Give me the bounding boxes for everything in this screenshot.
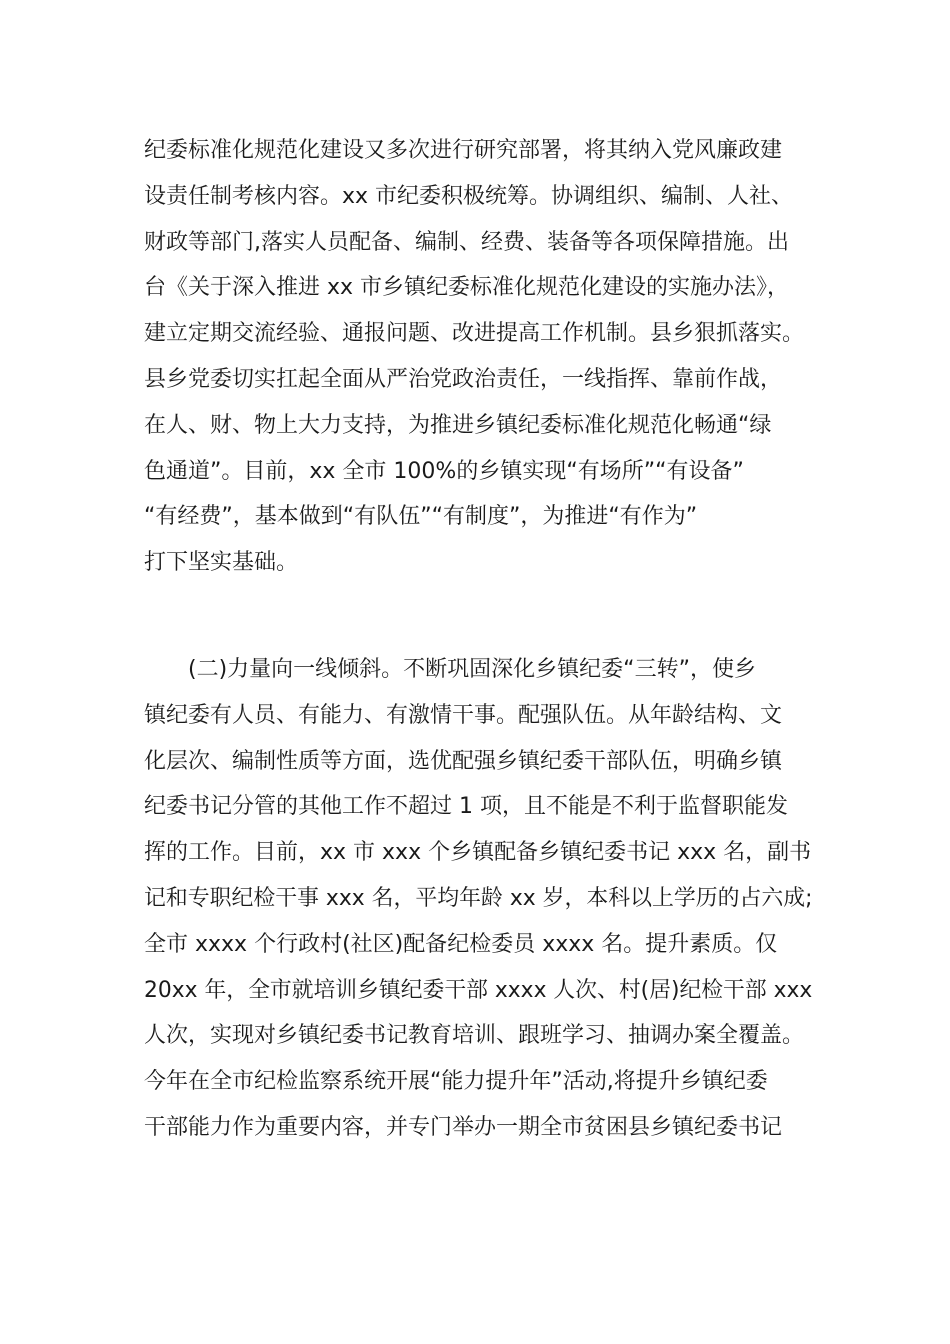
paragraph-2-line: (二)力量向一线倾斜。不断巩固深化乡镇纪委“三转”，使乡 xyxy=(188,657,756,682)
paragraph-2-line: 人次，实现对乡镇纪委书记教育培训、跟班学习、抽调办案全覆盖。 xyxy=(144,1023,805,1049)
paragraph-2-line: 记和专职纪检干事 xxx 名，平均年龄 xx 岁，本科以上学历的占六成; xyxy=(144,886,813,911)
paragraph-2-line: 全市 xxxx 个行政村(社区)配备纪检委员 xxxx 名。提升素质。仅 xyxy=(144,931,778,957)
paragraph-1-line: 台《关于深入推进 xx 市乡镇纪委标准化规范化建设的实施办法》， xyxy=(144,275,790,301)
paragraph-2-line: 纪委书记分管的其他工作不超过 1 项，且不能是不利于监督职能发 xyxy=(144,794,788,820)
paragraph-2-line: 镇纪委有人员、有能力、有激情干事。配强队伍。从年龄结构、文 xyxy=(144,702,783,728)
paragraph-1-line: 建立定期交流经验、通报问题、改进提高工作机制。县乡狠抓落实。 xyxy=(144,321,805,347)
paragraph-1-line: “有经费”，基本做到“有队伍”“有制度”，为推进“有作为” xyxy=(144,504,698,530)
paragraph-1-line: 纪委标准化规范化建设又多次进行研究部署，将其纳入党风廉政建 xyxy=(144,138,783,163)
paragraph-2-line: 20xx 年，全市就培训乡镇纪委干部 xxxx 人次、村(居)纪检干部 xxx xyxy=(144,977,813,1003)
paragraph-2-line: 挥的工作。目前，xx 市 xxx 个乡镇配备乡镇纪委书记 xxx 名，副书 xyxy=(144,840,812,866)
paragraph-1-line: 在人、财、物上大力支持，为推进乡镇纪委标准化规范化畅通“绿 xyxy=(144,412,772,438)
paragraph-1-line: 县乡党委切实扛起全面从严治党政治责任，一线指挥、靠前作战， xyxy=(144,367,783,392)
paragraph-1-line: 色通道”。目前，xx 全市 100%的乡镇实现“有场所”“有设备” xyxy=(144,458,744,484)
paragraph-1-line: 设责任制考核内容。xx 市纪委积极统筹。协调组织、编制、人社、 xyxy=(144,183,794,209)
paragraph-2-line: 干部能力作为重要内容，并专门举办一期全市贫困县乡镇纪委书记 xyxy=(144,1115,783,1140)
paragraph-1-line: 打下坚实基础。 xyxy=(144,550,299,576)
paragraph-2-line: 今年在全市纪检监察系统开展“能力提升年”活动,将提升乡镇纪委 xyxy=(144,1069,768,1095)
paragraph-1-line: 财政等部门,落实人员配备、编制、经费、装备等各项保障措施。出 xyxy=(144,229,789,255)
paragraph-2-line: 化层次、编制性质等方面，选优配强乡镇纪委干部队伍，明确乡镇 xyxy=(144,748,783,774)
